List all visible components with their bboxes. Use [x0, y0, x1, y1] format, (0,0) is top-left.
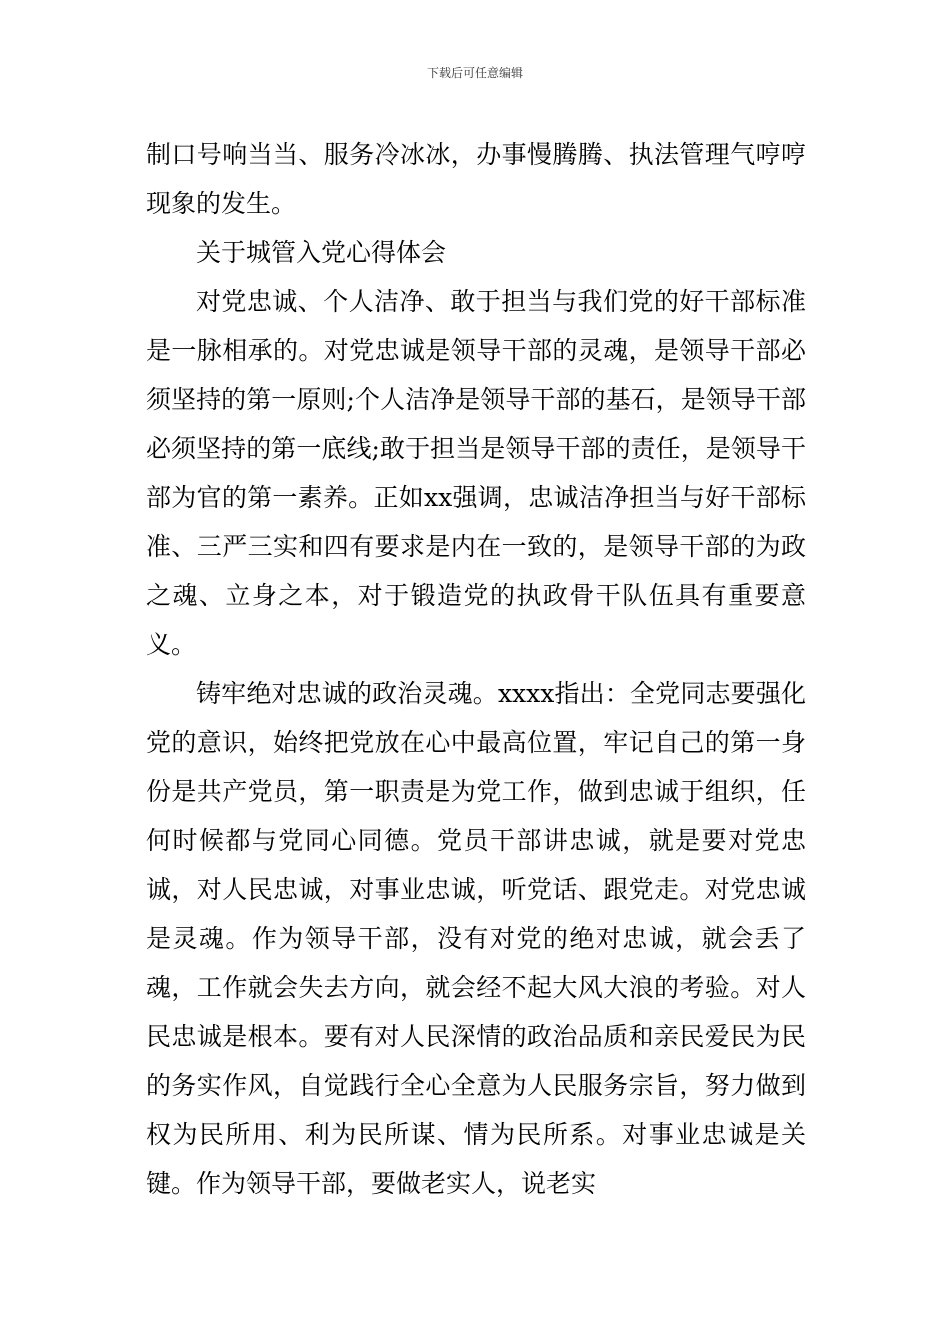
document-body [146, 130, 806, 1208]
paragraph: 铸牢绝对忠诚的政治灵魂。xxxx指出：全党同志要强化党的意识，始终把党放在心中最高位置，牢记自己的第一身份是共产党员，第一职责是为党工作，做到忠诚于组织，任何时候都与党同心同德。党员干部讲忠诚，就是要对党忠诚，对人民忠诚，对事业忠诚，听党话、跟党走。对党忠诚是灵魂。作为领导干部，没有对党的绝对忠诚，就会丢了魂，工作就会失去方向，就会经不起大风大浪的考验。对人民忠诚是根本。要有对人民深情的政治品质和亲民爱民为民的务实作风，自觉践行全心全意为人民服务宗旨，努力做到权为民所用、利为民所谋、情为民所系。对事业忠诚是关键。作为领导干部，要做老实人，说老实 [146, 679, 806, 1198]
paragraph: 对党忠诚、个人洁净、敢于担当与我们党的好干部标准是一脉相承的。对党忠诚是领导干部的灵魂，是领导干部必须坚持的第一原则;个人洁净是领导干部的基石，是领导干部必须坚持的第一底线;敢于担当是领导干部的责任，是领导干部为官的第一素养。正如xx强调，忠诚洁净担当与好干部标准、三严三实和四有要求是内在一致的，是领导干部的为政之魂、立身之本，对于锻造党的执政骨干队伍具有重要意义。 [146, 287, 806, 659]
section-title: 关于城管入党心得体会 [196, 238, 447, 267]
paragraph-continuation: 制口号响当当、服务冷冰冰，办事慢腾腾、执法管理气哼哼现象的发生。 [146, 140, 806, 218]
page-header: 下载后可任意编辑 [426, 66, 523, 80]
